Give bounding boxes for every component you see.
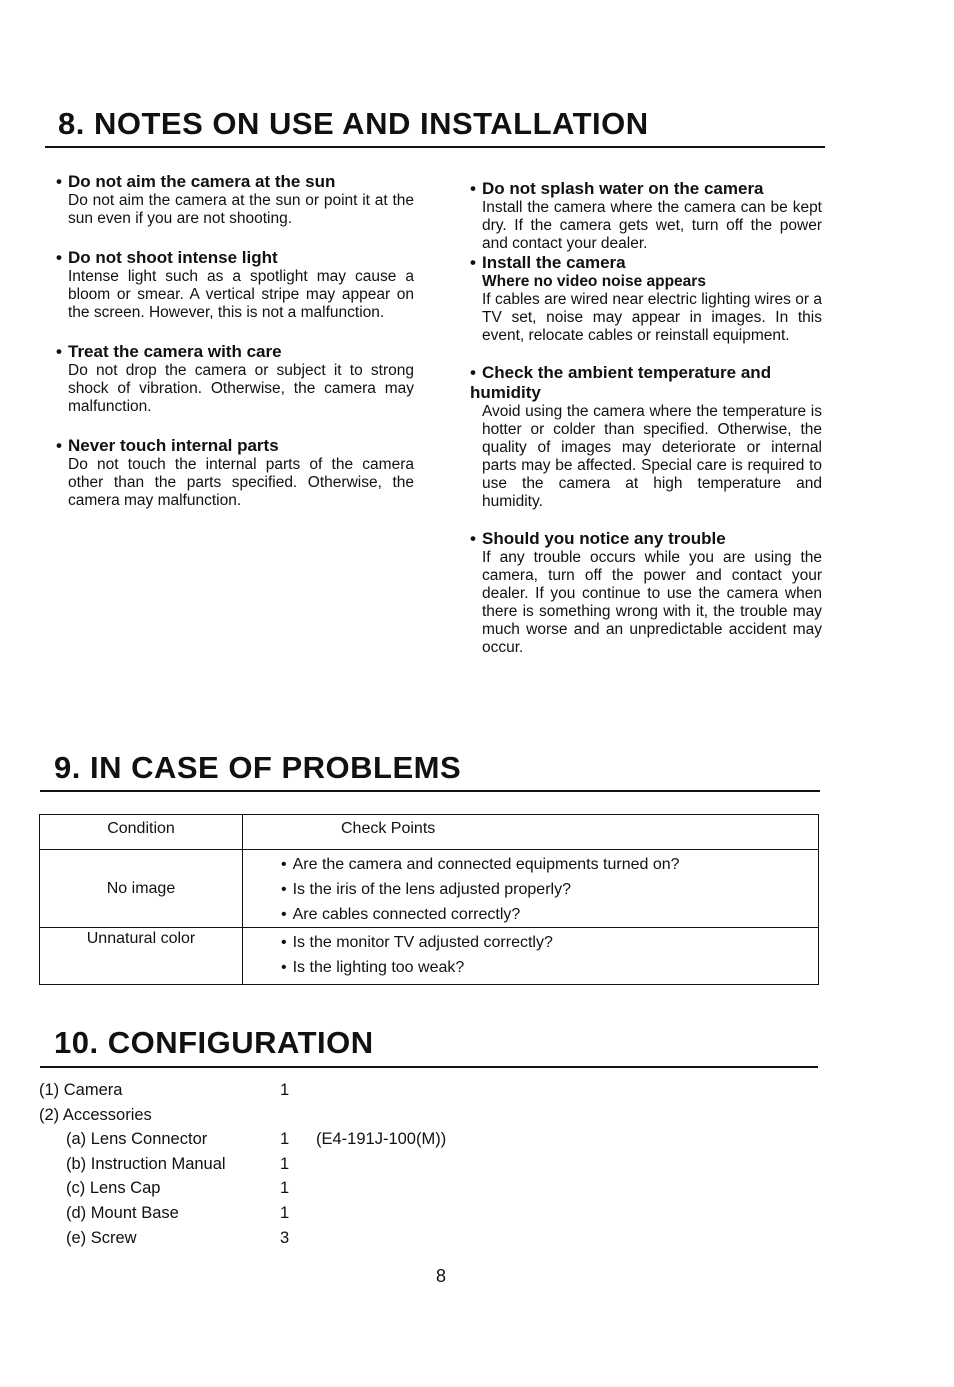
item-label: (b) Instruction Manual bbox=[66, 1154, 226, 1173]
note-body: Install the camera where the camera can be kept dry. If the camera gets wet, turn off the power and contact your dealer. bbox=[482, 199, 822, 252]
check-points-cell bbox=[243, 928, 819, 985]
bullet-icon: • bbox=[56, 248, 62, 267]
section-8-rule bbox=[45, 146, 825, 148]
bullet-icon: • bbox=[56, 342, 62, 361]
page-number: 8 bbox=[436, 1266, 447, 1286]
note-body: Do not drop the camera or subject it to strong shock of vibration. Otherwise, the camera may malfunction. bbox=[68, 362, 414, 415]
item-label: (c) Lens Cap bbox=[66, 1179, 161, 1198]
note-heading: Should you notice any trouble bbox=[482, 529, 726, 548]
check-item: • Are cables connected correctly? bbox=[281, 902, 818, 927]
note-heading: Do not aim the camera at the sun bbox=[68, 172, 336, 191]
bullet-icon: • bbox=[470, 363, 476, 382]
note-body: If cables are wired near electric lighting wires or a TV set, noise may appear in images. In this event, relocate cables or reinstall equipment. bbox=[482, 291, 822, 344]
item-label: (d) Mount Base bbox=[66, 1203, 179, 1222]
check-item: • Is the iris of the lens adjusted properly? bbox=[281, 877, 818, 902]
note-intense-light bbox=[56, 248, 414, 322]
note-splash-water bbox=[470, 179, 822, 253]
check-item: • Are the camera and connected equipments turned on? bbox=[281, 852, 818, 877]
section-8-title: 8. NOTES ON USE AND INSTALLATION bbox=[58, 106, 649, 141]
item-quantity: 3 bbox=[280, 1228, 290, 1247]
item-label: (2) Accessories bbox=[39, 1105, 152, 1124]
bullet-icon: • bbox=[470, 179, 476, 198]
note-heading: Do not shoot intense light bbox=[68, 248, 278, 267]
item-quantity: 1 bbox=[280, 1179, 290, 1198]
note-heading: Install the camera bbox=[482, 253, 626, 272]
item-label: (a) Lens Connector bbox=[66, 1130, 208, 1149]
section-9-title: 9. IN CASE OF PROBLEMS bbox=[54, 750, 462, 785]
note-heading: Never touch internal parts bbox=[68, 436, 279, 455]
note-body: Do not aim the camera at the sun or point it at the sun even if you are not shooting. bbox=[68, 192, 414, 227]
note-heading: Treat the camera with care bbox=[68, 342, 282, 361]
condition-cell: Unnatural color bbox=[40, 928, 243, 985]
item-quantity: 1 bbox=[280, 1081, 290, 1099]
note-subheading: Where no video noise appears bbox=[482, 273, 706, 290]
header-check-points: Check Points bbox=[243, 815, 819, 850]
note-notice-trouble bbox=[470, 529, 822, 657]
bullet-icon: • bbox=[56, 436, 62, 455]
section-10-title: 10. CONFIGURATION bbox=[54, 1025, 374, 1060]
section-9-rule bbox=[40, 790, 820, 792]
notes-right-column bbox=[470, 179, 822, 675]
bullet-icon: • bbox=[470, 529, 476, 548]
table-row bbox=[40, 850, 819, 928]
note-aim-sun bbox=[56, 172, 414, 228]
check-item: • Is the monitor TV adjusted correctly? bbox=[281, 930, 818, 955]
note-install-camera bbox=[470, 253, 822, 345]
item-label: (1) Camera bbox=[39, 1081, 123, 1099]
header-condition: Condition bbox=[40, 815, 243, 850]
item-label: (e) Screw bbox=[66, 1228, 137, 1247]
notes-left-column bbox=[56, 172, 414, 530]
note-body: Intense light such as a spotlight may cause a bloom or smear. A vertical stripe may appear on the screen. However, this is not a malfunction. bbox=[68, 268, 414, 321]
section-10-rule bbox=[40, 1066, 818, 1068]
note-heading: Check the ambient temperature and humidity bbox=[470, 363, 772, 402]
item-part-number: (E4-191J-100(M)) bbox=[316, 1130, 447, 1149]
item-quantity: 1 bbox=[280, 1154, 290, 1173]
note-heading: Do not splash water on the camera bbox=[482, 179, 764, 198]
item-quantity: 1 bbox=[280, 1203, 290, 1222]
check-points-cell bbox=[243, 850, 819, 928]
item-quantity: 1 bbox=[280, 1130, 290, 1149]
condition-cell: No image bbox=[40, 850, 243, 928]
table-header-row bbox=[40, 815, 819, 850]
problems-table bbox=[39, 814, 819, 985]
bullet-icon: • bbox=[470, 253, 476, 272]
note-internal-parts bbox=[56, 436, 414, 510]
bullet-icon: • bbox=[56, 172, 62, 191]
note-body: Do not touch the internal parts of the camera other than the parts specified. Otherwise, the camera may malfunction. bbox=[68, 456, 414, 509]
note-ambient-temperature bbox=[470, 363, 822, 511]
note-body: Avoid using the camera where the temperature is hotter or colder than specified. Otherwise, the quality of images may deteriorate or internal parts may be affected. Special care is required to use the camera at high temperature and humidity. bbox=[482, 403, 822, 510]
note-treat-care bbox=[56, 342, 414, 416]
table-row bbox=[40, 928, 819, 985]
check-item: • Is the lighting too weak? bbox=[281, 955, 818, 980]
note-body: If any trouble occurs while you are using the camera, turn off the power and contact your dealer. If you continue to use the camera when there is something wrong with it, the trouble may much worse and an unpredictable accident may occur. bbox=[482, 549, 822, 656]
